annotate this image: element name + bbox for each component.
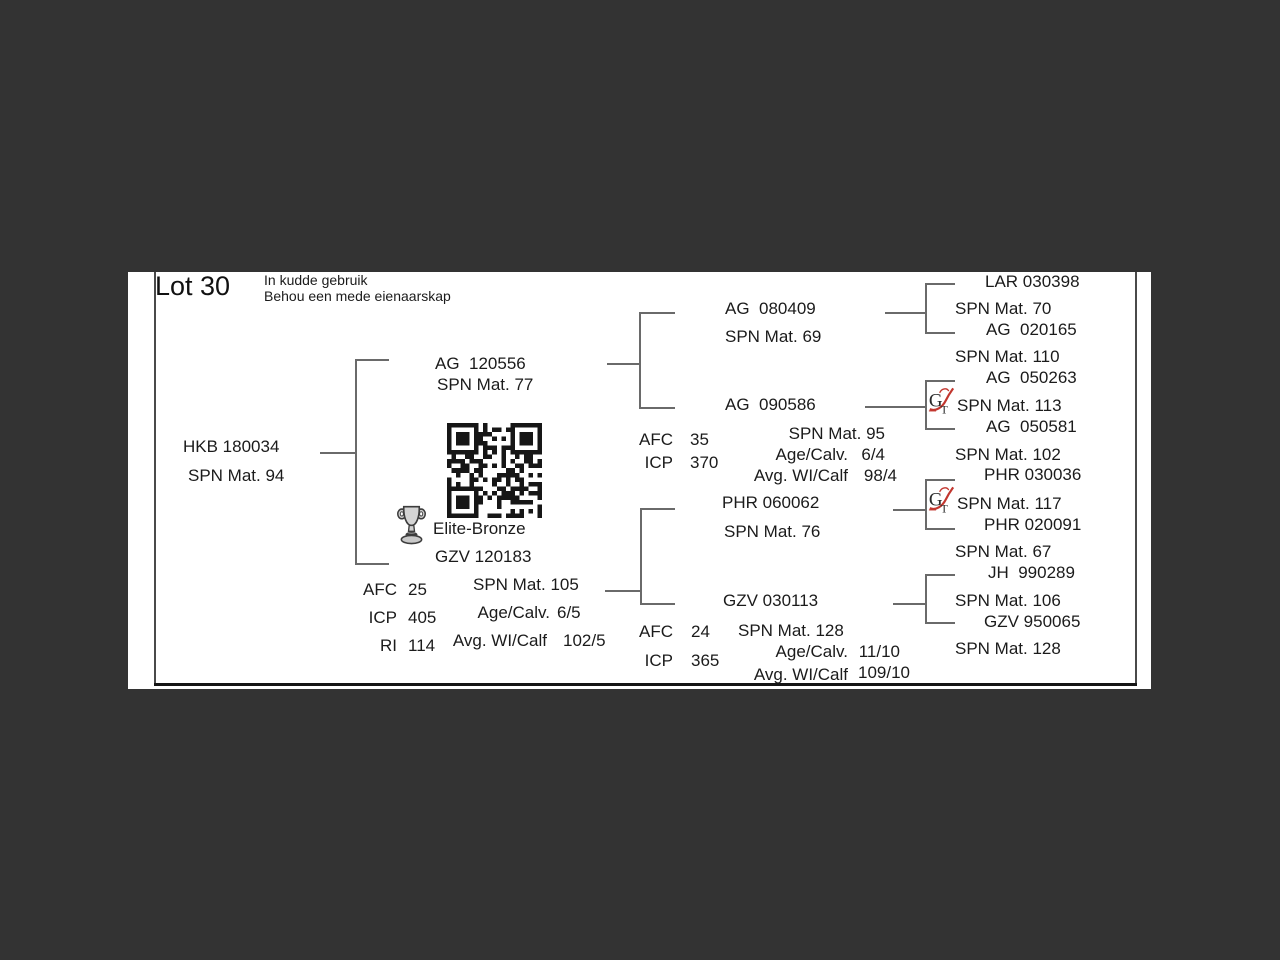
pedigree-connector-line bbox=[640, 508, 642, 604]
sire-sire-sire-id: LAR 030398 bbox=[985, 272, 1080, 291]
dam-sire-sire-spn: SPN Mat. 117 bbox=[957, 494, 1062, 513]
icp-value: 365 bbox=[691, 651, 720, 670]
sire-sire-dam-spn: SPN Mat. 110 bbox=[955, 347, 1060, 366]
age-calv-label: Age/Calv. bbox=[775, 445, 848, 464]
pedigree-connector-line bbox=[925, 332, 955, 334]
dam-dam-dam-id: GZV 950065 bbox=[984, 612, 1081, 631]
dam-dam-id: GZV 030113 bbox=[723, 591, 819, 610]
age-calv-label: Age/Calv. bbox=[477, 603, 550, 622]
afc-value: 35 bbox=[690, 430, 709, 449]
svg-text:G: G bbox=[928, 390, 943, 412]
pedigree-connector-line bbox=[925, 574, 927, 623]
pedigree-connector-line bbox=[925, 283, 927, 333]
pedigree-connector-line bbox=[893, 509, 925, 511]
dam-sire-spn: SPN Mat. 76 bbox=[724, 522, 821, 541]
pedigree-connector-line bbox=[639, 312, 641, 408]
sire-sire-spn: SPN Mat. 69 bbox=[725, 327, 822, 346]
afc-value: 24 bbox=[691, 622, 710, 641]
trophy-icon bbox=[397, 504, 426, 547]
note-line-1: In kudde gebruik bbox=[264, 272, 368, 288]
page-border-bottom bbox=[154, 683, 1137, 686]
ri-value: 114 bbox=[408, 636, 436, 655]
age-calv-value: 6/5 bbox=[557, 603, 581, 622]
pedigree-connector-line bbox=[925, 428, 955, 430]
afc-label: AFC bbox=[639, 430, 673, 449]
sire-sire-dam-id: AG 020165 bbox=[986, 320, 1077, 339]
avg-wi-calf-label: Avg. WI/Calf bbox=[753, 665, 848, 684]
award-label: Elite-Bronze bbox=[433, 519, 526, 538]
avg-wi-calf-label: Avg. WI/Calf bbox=[452, 631, 547, 650]
spn-mat-value: SPN Mat. 95 bbox=[788, 424, 885, 443]
dam-dam-dam-spn: SPN Mat. 128 bbox=[955, 639, 1061, 658]
svg-text:T: T bbox=[940, 403, 948, 416]
ri-label: RI bbox=[380, 636, 397, 655]
svg-text:G: G bbox=[928, 489, 943, 511]
dam-sire-dam-id: PHR 020091 bbox=[984, 515, 1082, 534]
icp-label: ICP bbox=[644, 651, 673, 670]
page-border-left bbox=[154, 272, 156, 684]
gt-logo-icon bbox=[928, 386, 955, 416]
age-calv-value: 11/10 bbox=[858, 642, 900, 661]
pedigree-connector-line bbox=[355, 563, 389, 565]
dam-dam-sire-spn: SPN Mat. 106 bbox=[955, 591, 1061, 610]
pedigree-connector-line bbox=[893, 603, 925, 605]
pedigree-connector-line bbox=[640, 603, 675, 605]
avg-wi-calf-value: 102/5 bbox=[563, 631, 606, 650]
pedigree-connector-line bbox=[355, 359, 389, 361]
pedigree-connector-line bbox=[925, 380, 955, 382]
icp-value: 370 bbox=[690, 453, 719, 472]
pedigree-connector-line bbox=[865, 406, 925, 408]
dam-dam-sire-id: JH 990289 bbox=[988, 563, 1075, 582]
afc-label: AFC bbox=[639, 622, 673, 641]
pedigree-connector-line bbox=[320, 452, 355, 454]
dam-sire-id: PHR 060062 bbox=[722, 493, 820, 512]
age-calv-value: 6/4 bbox=[861, 445, 885, 464]
afc-value: 25 bbox=[408, 580, 427, 599]
pedigree-connector-line bbox=[885, 312, 925, 314]
sire-dam-sire-spn: SPN Mat. 113 bbox=[957, 396, 1062, 415]
icp-label: ICP bbox=[644, 453, 673, 472]
pedigree-connector-line bbox=[355, 359, 357, 564]
subject-id: HKB 180034 bbox=[183, 437, 280, 456]
sire-dam-id: AG 090586 bbox=[725, 395, 816, 414]
pedigree-connector-line bbox=[925, 622, 955, 624]
sire-sire-sire-spn: SPN Mat. 70 bbox=[955, 299, 1052, 318]
icp-label: ICP bbox=[368, 608, 397, 627]
avg-wi-calf-label: Avg. WI/Calf bbox=[753, 466, 848, 485]
pedigree-connector-line bbox=[639, 312, 675, 314]
sire-id: AG 120556 bbox=[435, 354, 526, 373]
pedigree-connector-line bbox=[640, 508, 675, 510]
icp-value: 405 bbox=[408, 608, 437, 627]
sire-dam-dam-id: AG 050581 bbox=[986, 417, 1077, 436]
avg-wi-calf-value: 98/4 bbox=[863, 466, 897, 485]
page-border-right bbox=[1135, 272, 1137, 684]
pedigree-connector-line bbox=[607, 363, 639, 365]
pedigree-connector-line bbox=[925, 380, 927, 429]
sire-sire-id: AG 080409 bbox=[725, 299, 816, 318]
pedigree-connector-line bbox=[605, 590, 640, 592]
pedigree-connector-line bbox=[925, 283, 955, 285]
dam-sire-sire-id: PHR 030036 bbox=[984, 465, 1082, 484]
note-line-2: Behou een mede eienaarskap bbox=[264, 288, 451, 304]
gt-logo-icon bbox=[928, 485, 955, 515]
avg-wi-calf-value: 109/10 bbox=[858, 663, 910, 682]
pedigree-connector-line bbox=[925, 574, 955, 576]
afc-label: AFC bbox=[363, 580, 397, 599]
pedigree-connector-line bbox=[925, 479, 927, 529]
qr-code bbox=[447, 423, 542, 518]
spn-mat-value: SPN Mat. 128 bbox=[738, 621, 844, 640]
sire-dam-dam-spn: SPN Mat. 102 bbox=[955, 445, 1061, 464]
age-calv-label: Age/Calv. bbox=[775, 642, 848, 661]
pedigree-connector-line bbox=[925, 528, 955, 530]
pedigree-connector-line bbox=[639, 407, 675, 409]
sire-spn: SPN Mat. 77 bbox=[437, 375, 534, 394]
subject-spn: SPN Mat. 94 bbox=[188, 466, 285, 485]
pedigree-connector-line bbox=[925, 479, 955, 481]
dam-id: GZV 120183 bbox=[435, 547, 532, 566]
svg-text:T: T bbox=[940, 502, 948, 515]
catalog-page bbox=[128, 272, 1151, 689]
dam-spn: SPN Mat. 105 bbox=[473, 575, 579, 594]
dam-sire-dam-spn: SPN Mat. 67 bbox=[955, 542, 1052, 561]
sire-dam-sire-id: AG 050263 bbox=[986, 368, 1077, 387]
lot-title: Lot 30 bbox=[155, 271, 231, 301]
